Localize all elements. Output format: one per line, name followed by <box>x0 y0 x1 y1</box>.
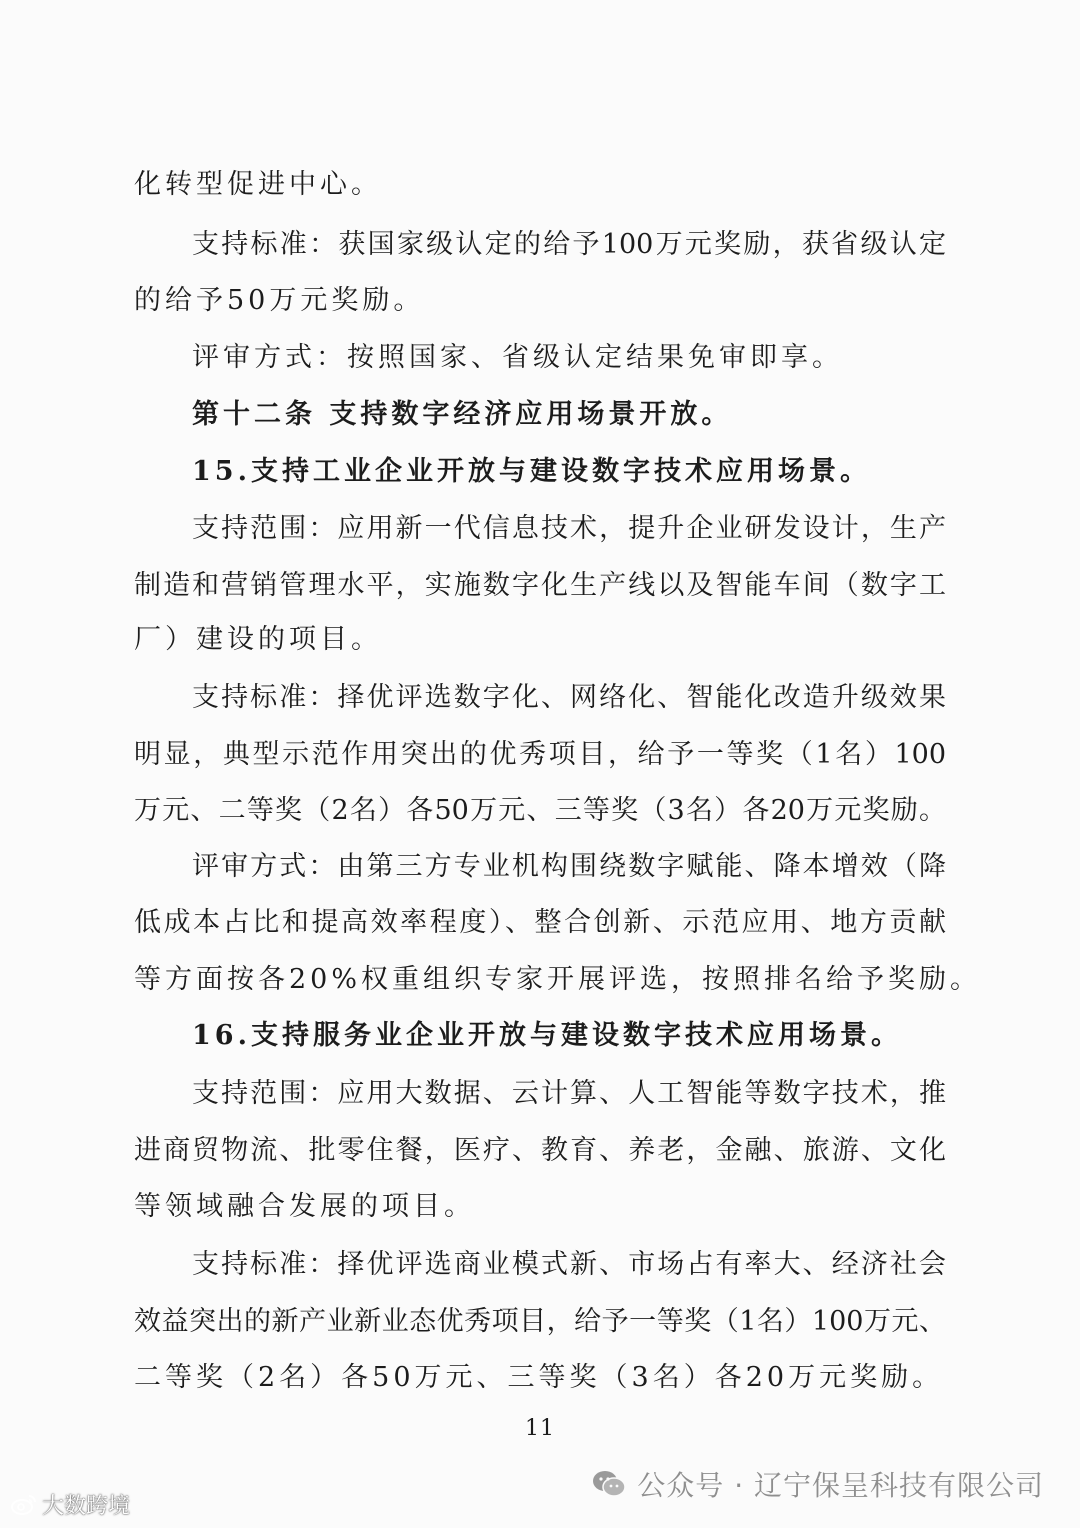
paragraph-line: 明显，典型示范作用突出的优秀项目，给予一等奖（1名）100 <box>134 739 946 770</box>
paragraph-line: 制造和营销管理水平，实施数字化生产线以及智能车间（数字工 <box>134 570 946 601</box>
paragraph-line: 支持标准：择优评选数字化、网络化、智能化改造升级效果 <box>192 682 946 713</box>
section-heading: 第十二条 支持数字经济应用场景开放。 <box>192 399 733 430</box>
paragraph-line: 低成本占比和提高效率程度）、整合创新、示范应用、地方贡献 <box>134 907 946 938</box>
paragraph-line: 万元、二等奖（2名）各50万元、三等奖（3名）各20万元奖励。 <box>134 795 946 826</box>
wechat-account-label: 公众号 · 辽宁保呈科技有限公司 <box>637 1469 1044 1502</box>
weibo-icon <box>10 1492 38 1516</box>
subsection-heading: 15.支持工业企业开放与建设数字技术应用场景。 <box>192 456 871 487</box>
paragraph-line: 化转型促进中心。 <box>134 169 382 200</box>
paragraph-line: 进商贸物流、批零住餐，医疗、教育、养老，金融、旅游、文化 <box>134 1135 946 1166</box>
paragraph-line: 支持范围：应用大数据、云计算、人工智能等数字技术，推 <box>192 1078 946 1109</box>
paragraph-line: 支持标准：择优评选商业模式新、市场占有率大、经济社会 <box>192 1249 946 1280</box>
corner-watermark-label: 大数跨境 <box>42 1493 131 1519</box>
wechat-watermark <box>591 1462 1044 1506</box>
paragraph-line: 评审方式：按照国家、省级认定结果免审即享。 <box>192 342 843 373</box>
subsection-heading: 16.支持服务业企业开放与建设数字技术应用场景。 <box>192 1020 902 1051</box>
paragraph-line: 二等奖（2名）各50万元、三等奖（3名）各20万元奖励。 <box>134 1362 944 1393</box>
page-number: 11 <box>525 1416 555 1441</box>
paragraph-line: 评审方式：由第三方专业机构围绕数字赋能、降本增效（降 <box>192 851 946 882</box>
paragraph-line: 厂）建设的项目。 <box>134 624 382 655</box>
wechat-icon <box>591 1469 627 1499</box>
paragraph-line: 等领域融合发展的项目。 <box>134 1191 475 1222</box>
paragraph-line: 支持标准：获国家级认定的给予100万元奖励，获省级认定 <box>192 229 946 260</box>
paragraph-line: 的给予50万元奖励。 <box>134 285 425 316</box>
paragraph-line: 支持范围：应用新一代信息技术，提升企业研发设计，生产 <box>192 513 946 544</box>
corner-watermark <box>10 1488 130 1520</box>
paragraph-line: 效益突出的新产业新业态优秀项目，给予一等奖（1名）100万元、 <box>134 1306 946 1337</box>
paragraph-line: 等方面按各20%权重组织专家开展评选，按照排名给予奖励。 <box>134 964 982 995</box>
